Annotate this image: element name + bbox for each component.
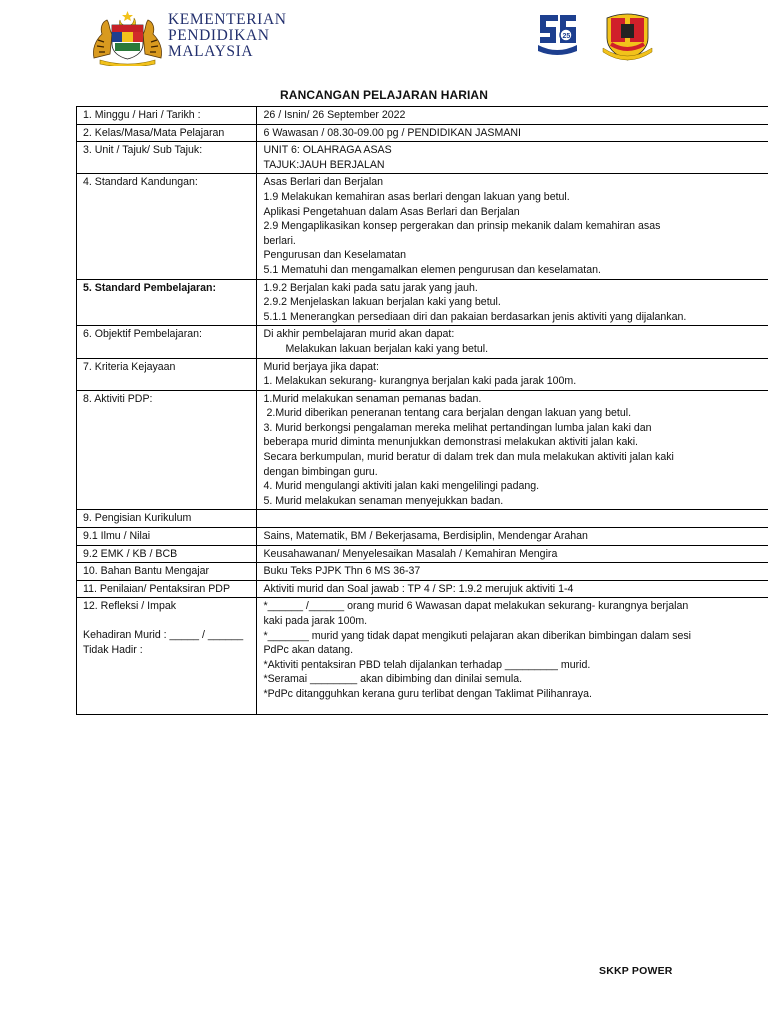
row-value <box>257 510 768 528</box>
ministry-name <box>168 12 287 60</box>
value-line: Aplikasi Pengetahuan dalam Asas Berlari dan Berjalan <box>263 205 520 218</box>
row-value: Sains, Matematik, BM / Bekerjasama, Berdisiplin, Mendengar Arahan <box>257 528 768 546</box>
row-label: 2. Kelas/Masa/Mata Pelajaran <box>77 124 257 142</box>
value-line: UNIT 6: OLAHRAGA ASAS <box>263 144 392 157</box>
value-line: 1. Melakukan sekurang- kurangnya berjalan kaki pada jarak 100m. <box>263 375 577 388</box>
table-row <box>77 174 768 279</box>
value-line: 2.9 Mengaplikasikan konsep pergerakan dan prinsip mekanik dalam kemahiran asas <box>263 220 661 233</box>
value-line: Asas Berlari dan Berjalan <box>263 176 384 189</box>
value-line: berlari. <box>263 234 296 247</box>
value-line: beberapa murid diminta menunjukkan demonstrasi melakukan aktiviti jalan kaki. <box>263 436 638 449</box>
value-line: 5.1 Mematuhi dan mengamalkan elemen pengurusan dan keselamatan. <box>263 263 601 276</box>
row-value <box>257 598 768 714</box>
row-label: 9.2 EMK / KB / BCB <box>77 545 257 563</box>
value-line: Pengurusan dan Keselamatan <box>263 249 407 262</box>
value-line: *______ /______ orang murid 6 Wawasan dapat melakukan sekurang- kurangnya berjalan <box>263 600 689 613</box>
value-line: 1.Murid melakukan senaman pemanas badan. <box>263 392 482 405</box>
value-line: 5. Murid melakukan senaman menyejukkan badan. <box>263 494 504 507</box>
value-line: *Seramai ________ akan dibimbing dan dinilai semula. <box>263 673 523 686</box>
row-value <box>257 326 768 358</box>
row-value: 26 / Isnin/ 26 September 2022 <box>257 107 768 125</box>
row-label: 5. Standard Pembelajaran: <box>77 279 257 326</box>
value-line: 1.9.2 Berjalan kaki pada satu jarak yang jauh. <box>263 281 478 294</box>
row-label: 11. Penilaian/ Pentaksiran PDP <box>77 580 257 598</box>
row-label: 6. Objektif Pembelajaran: <box>77 326 257 358</box>
footer-text: SKKP POWER <box>599 965 673 977</box>
table-row <box>77 390 768 510</box>
value-line: 4. Murid mengulangi aktiviti jalan kaki mengelilingi padang. <box>263 480 540 493</box>
value-line: *_______ murid yang tidak dapat mengikuti pelajaran akan diberikan bimbingan dalam sesi <box>263 629 692 642</box>
row-label <box>77 598 257 714</box>
table-row <box>77 545 768 563</box>
row-value: Aktiviti murid dan Soal jawab : TP 4 / SP: 1.9.2 merujuk aktiviti 1-4 <box>257 580 768 598</box>
value-line: Secara berkumpulan, murid beratur di dalam trek dan mula melakukan aktiviti jalan kaki <box>263 451 674 464</box>
value-line: 2.9.2 Menjelaskan lakuan berjalan kaki yang betul. <box>263 296 501 309</box>
table-row <box>77 510 768 528</box>
value-line: *PdPc ditangguhkan kerana guru terlibat dengan Taklimat Pilihanraya. <box>263 687 592 700</box>
row-label: 4. Standard Kandungan: <box>77 174 257 279</box>
value-line: PdPc akan datang. <box>263 644 354 657</box>
ministry-line-1: KEMENTERIAN <box>168 11 287 28</box>
value-line: dengan bimbingan guru. <box>263 465 378 478</box>
lesson-plan-table <box>76 106 768 715</box>
school-emblem-icon <box>536 11 579 58</box>
row-value <box>257 358 768 390</box>
svg-text:25: 25 <box>562 33 571 40</box>
school-crest-icon <box>601 8 654 62</box>
row-label: 8. Aktiviti PDP: <box>77 390 257 510</box>
table-row <box>77 528 768 546</box>
value-line: Di akhir pembelajaran murid akan dapat: <box>263 328 455 341</box>
spacer <box>83 614 250 628</box>
table-row <box>77 142 768 174</box>
table-row <box>77 580 768 598</box>
row-label: 7. Kriteria Kejayaan <box>77 358 257 390</box>
row-label: 3. Unit / Tajuk/ Sub Tajuk: <box>77 142 257 174</box>
table-row <box>77 598 768 714</box>
table-row <box>77 326 768 358</box>
absent-field: Tidak Hadir : <box>83 643 143 656</box>
row-label: 1. Minggu / Hari / Tarikh : <box>77 107 257 125</box>
value-line: 2.Murid diberikan peneranan tentang cara berjalan dengan lakuan yang betul. <box>266 407 632 420</box>
value-line: kaki pada jarak 100m. <box>263 615 368 627</box>
attendance-field: Kehadiran Murid : _____ / ______ <box>83 629 244 641</box>
value-line: TAJUK:JAUH BERJALAN <box>263 158 385 171</box>
table-row <box>77 358 768 390</box>
value-line: 1.9 Melakukan kemahiran asas berlari dengan lakuan yang betul. <box>263 190 570 203</box>
row-value <box>257 174 768 279</box>
table-row <box>77 124 768 142</box>
table-row <box>77 279 768 326</box>
row-value <box>257 142 768 174</box>
value-line: Murid berjaya jika dapat: <box>263 360 379 373</box>
row-value <box>257 390 768 510</box>
value-line: 5.1.1 Menerangkan persediaan diri dan pakaian berdasarkan jenis aktiviti yang dijalankan. <box>263 310 687 323</box>
value-line: 3. Murid berkongsi pengalaman mereka melihat pertandingan lumba jalan kaki dan <box>263 421 652 434</box>
row-value: Keusahawanan/ Menyelesaikan Masalah / Kemahiran Mengira <box>257 545 768 563</box>
row-value: Buku Teks PJPK Thn 6 MS 36-37 <box>257 563 768 581</box>
document-title: RANCANGAN PELAJARAN HARIAN <box>280 88 488 102</box>
row-label: 9. Pengisian Kurikulum <box>77 510 257 528</box>
value-line: Melakukan lakuan berjalan kaki yang betul. <box>285 342 489 355</box>
row-value <box>257 279 768 326</box>
table-row <box>77 107 768 125</box>
table-row <box>77 563 768 581</box>
row-value: 6 Wawasan / 08.30-09.00 pg / PENDIDIKAN JASMANI <box>257 124 768 142</box>
ministry-line-2: PENDIDIKAN <box>168 27 270 44</box>
row-label: 9.1 Ilmu / Nilai <box>77 528 257 546</box>
ministry-line-3: MALAYSIA <box>168 43 254 60</box>
value-line: *Aktiviti pentaksiran PBD telah dijalankan terhadap _________ murid. <box>263 658 591 671</box>
row-label: 10. Bahan Bantu Mengajar <box>77 563 257 581</box>
reflection-label: 12. Refleksi / Impak <box>83 600 177 613</box>
jata-negara-crest-icon <box>90 10 165 66</box>
